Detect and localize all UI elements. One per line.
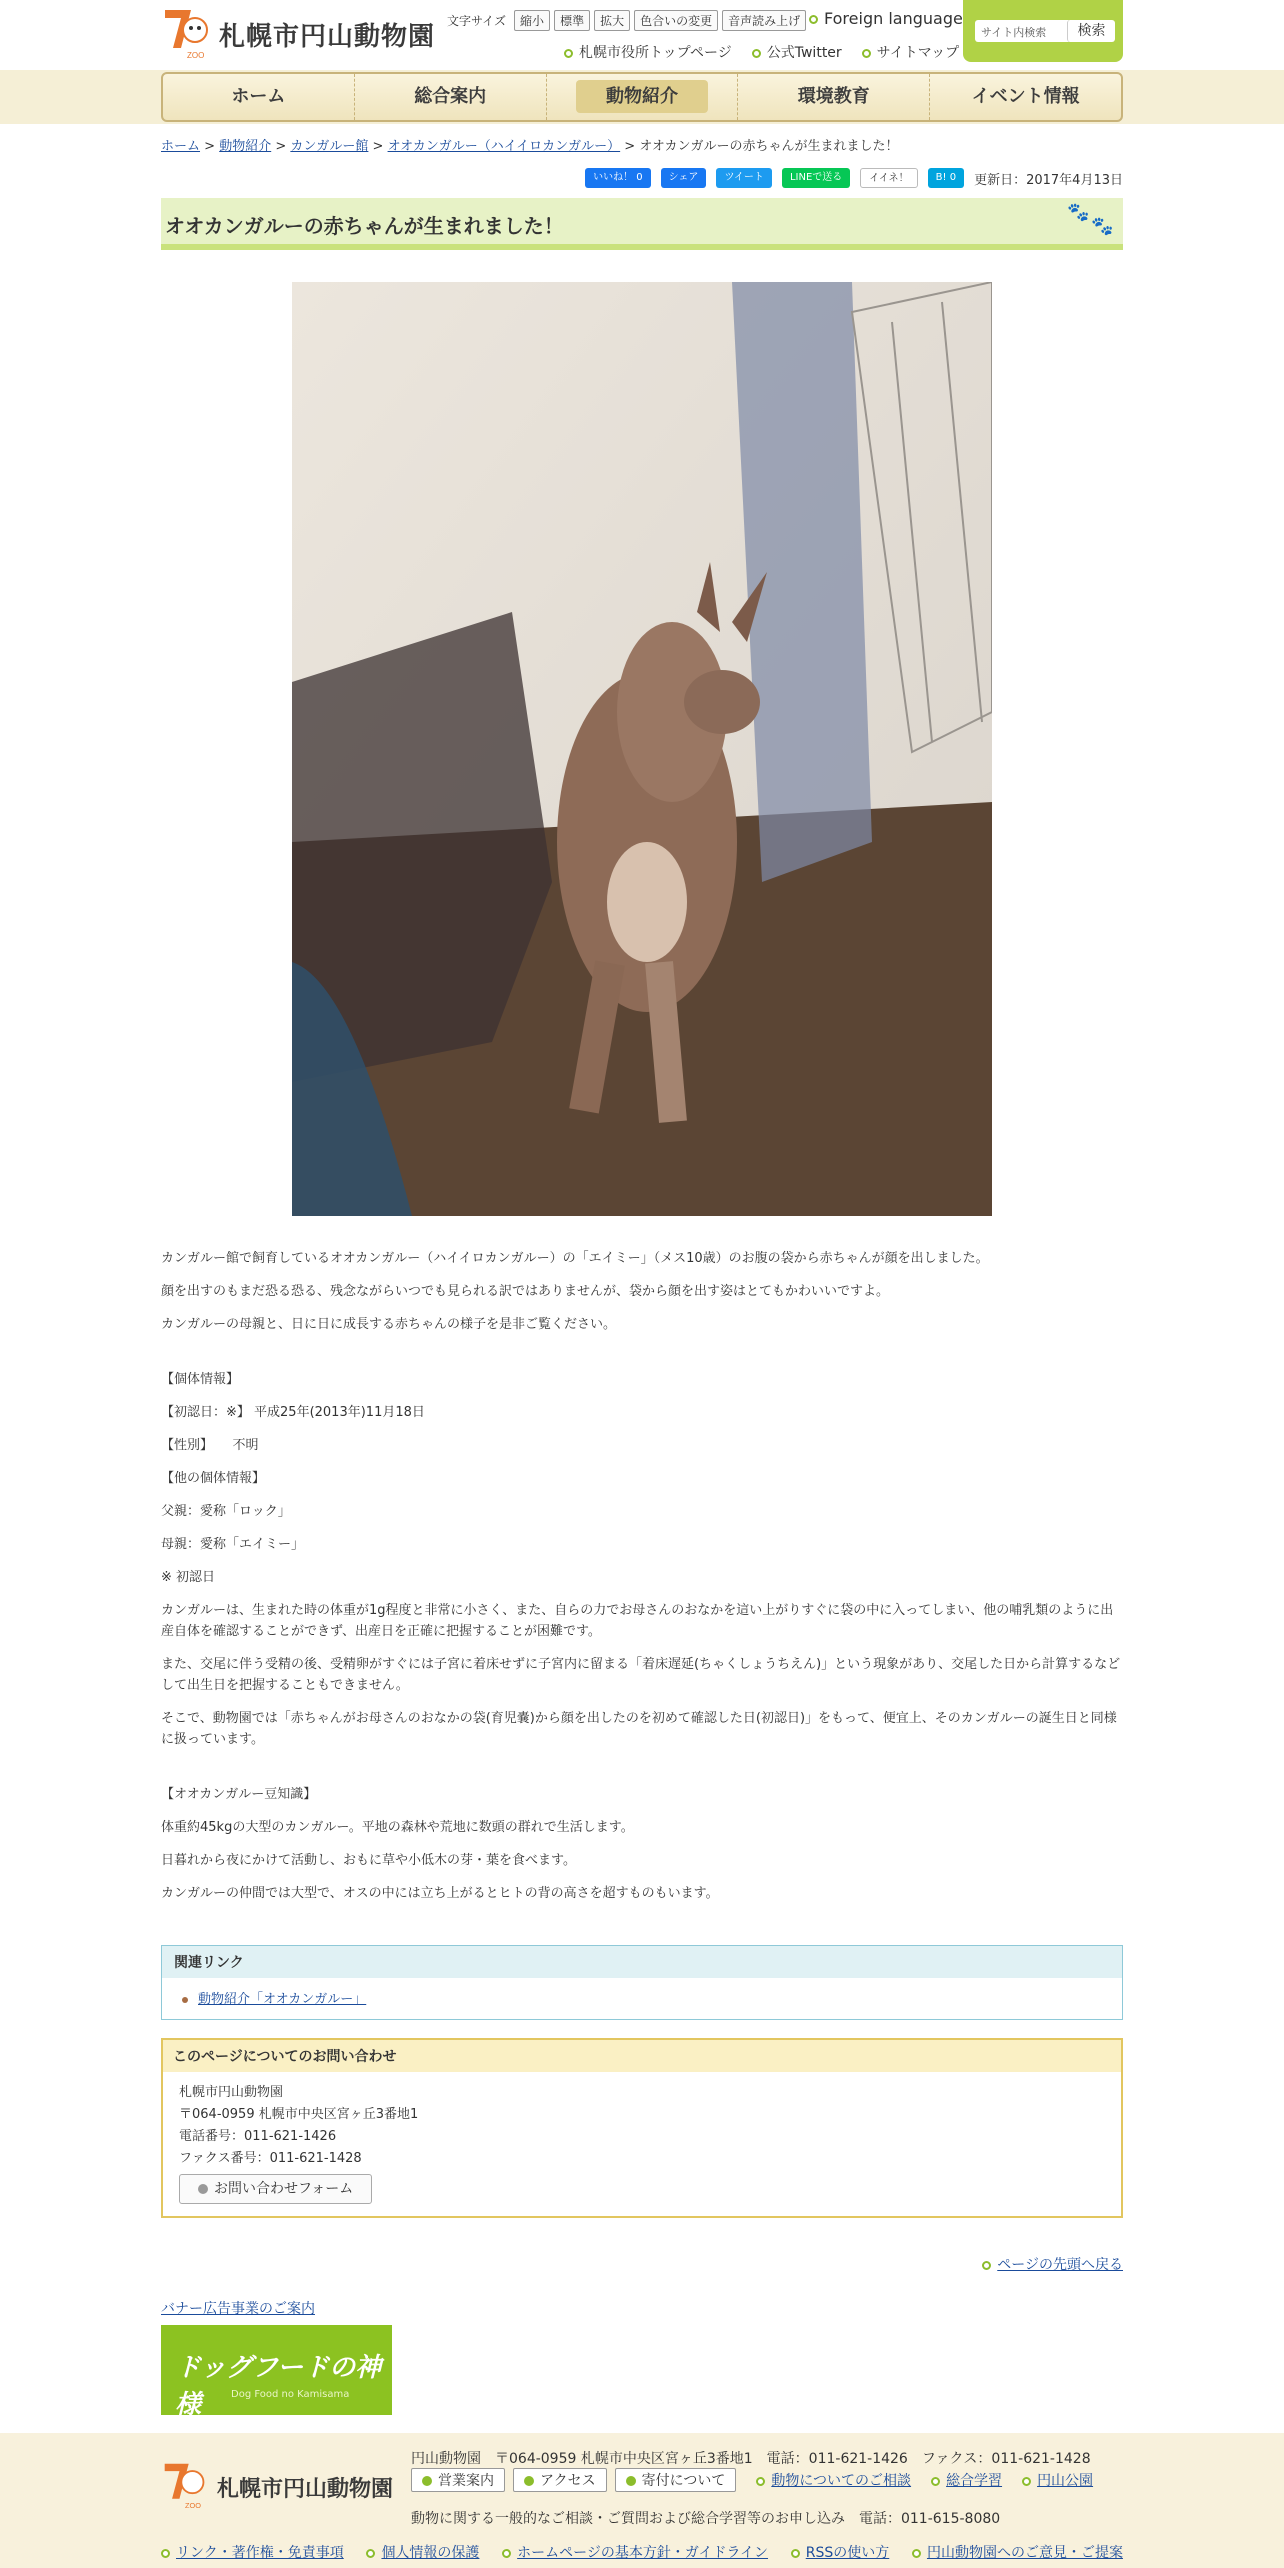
hatena-bookmark-button[interactable]: B! 0 — [928, 168, 964, 188]
breadcrumb: ホーム > 動物紹介 > カンガルー館 > オオカンガルー（ハイイロカンガルー） > オオカンガルーの赤ちゃんが生まれました！ — [161, 139, 899, 154]
footer-link-policy[interactable]: ホームページの基本方針・ガイドライン — [502, 2542, 768, 2562]
bullet-icon — [752, 49, 761, 58]
svg-text:ZOO: ZOO — [187, 51, 205, 60]
footer-site-name[interactable]: 札幌市円山動物園 — [217, 2477, 394, 2502]
arrow-circle-icon — [422, 2476, 432, 2486]
site-footer — [161, 2440, 1123, 2560]
footer-buttons — [411, 2468, 1093, 2492]
info-heading: 【個体情報】 — [161, 1372, 240, 1387]
footer-link-consult[interactable]: 動物についてのご相談 — [756, 2470, 911, 2490]
paw-icon: 🐾 — [1091, 216, 1114, 237]
bullet-icon — [366, 2549, 375, 2558]
banner-ad-info — [161, 2298, 1123, 2318]
font-larger-button[interactable]: 拡大 — [594, 10, 630, 31]
voice-read-button[interactable]: 音声読み上げ — [722, 10, 806, 31]
breadcrumb-kangaroo-house[interactable]: カンガルー館 — [290, 139, 369, 154]
twitter-link[interactable]: 公式Twitter — [752, 42, 842, 62]
trivia-paragraph: 日暮れから夜にかけて活動し、おもに草や小低木の芽・葉を食べます。 — [161, 1853, 576, 1868]
iine-button[interactable]: イイネ！ — [860, 168, 917, 188]
sex-info: 【性別】 不明 — [161, 1438, 259, 1453]
font-size-controls — [447, 10, 806, 31]
donation-button[interactable]: 寄付について — [615, 2468, 737, 2492]
nav-home[interactable]: ホーム — [163, 74, 355, 120]
bullet-icon — [982, 2261, 991, 2270]
global-nav — [161, 72, 1123, 122]
nav-events[interactable]: イベント情報 — [971, 86, 1080, 107]
banner-sub: Dog Food no Kamisama — [231, 2389, 350, 2400]
bullet-icon — [502, 2549, 511, 2558]
father-info: 父親：愛称「ロック」 — [161, 1504, 291, 1519]
color-change-button[interactable]: 色合いの変更 — [634, 10, 718, 31]
other-info-heading: 【他の個体情報】 — [161, 1471, 266, 1486]
footer-link-privacy[interactable]: 個人情報の保護 — [366, 2542, 479, 2562]
search-input[interactable]: サイト内検索 — [975, 20, 1071, 42]
note-paragraph: カンガルーは、生まれた時の体重が1g程度と非常に小さく、また、自らの力でお母さんのおなかを這い上がりすぐに袋の中に入ってしまい、他の哺乳類のように出産自体を確認することができず、出産日を正確に把握することが困難です。 — [161, 1603, 1114, 1639]
site-header — [161, 0, 1123, 66]
related-link[interactable]: 動物紹介「オオカンガルー」 — [198, 1992, 367, 2007]
sitemap-link[interactable]: サイトマップ — [862, 42, 959, 62]
footer-link-copyright[interactable]: リンク・著作権・免責事項 — [161, 2542, 344, 2562]
contact-tel: 電話番号：011-621-1426 — [179, 2129, 337, 2144]
footer-link-feedback[interactable]: 円山動物園へのご意見・ご提案 — [912, 2542, 1123, 2562]
trivia-paragraph: 体重約45kgの大型のカンガルー。平地の森林や荒地に数頭の群れで生活します。 — [161, 1820, 634, 1835]
related-links-box — [161, 1945, 1123, 2020]
bullet-icon — [912, 2549, 921, 2558]
breadcrumb-home[interactable]: ホーム — [161, 139, 201, 154]
contact-address: 〒064-0959 札幌市中央区宮ヶ丘3番地1 — [179, 2107, 419, 2122]
site-name[interactable]: 札幌市円山動物園 — [219, 22, 436, 52]
kangaroo-photo — [292, 282, 992, 1216]
page-top-link[interactable]: ページの先頭へ戻る — [997, 2257, 1123, 2273]
zoo-logo-icon[interactable] — [161, 2458, 209, 2510]
banner-title: ドッグフードの神様 — [175, 2353, 382, 2420]
mother-info: 母親：愛称「エイミー」 — [161, 1537, 305, 1552]
svg-text:ZOO: ZOO — [185, 2501, 201, 2510]
zoo-logo-icon[interactable] — [161, 4, 213, 60]
bullet-icon — [931, 2477, 940, 2486]
bullet-icon — [862, 49, 871, 58]
contact-fax: ファクス番号：011-621-1428 — [179, 2151, 362, 2166]
bullet-icon — [809, 15, 818, 24]
header-links — [564, 42, 959, 62]
body-paragraph: カンガルーの母親と、日に日に成長する赤ちゃんの様子を是非ご覧ください。 — [161, 1317, 617, 1332]
bullet-icon — [564, 49, 573, 58]
related-links-heading: 関連リンク — [162, 1946, 1122, 1978]
footer-link-rss[interactable]: RSSの使い方 — [791, 2542, 890, 2562]
banner-ad-info-link[interactable]: バナー広告事業のご案内 — [161, 2301, 315, 2317]
nav-education[interactable]: 環境教育 — [738, 74, 930, 120]
bullet-icon — [182, 1997, 188, 2003]
font-normal-button[interactable]: 標準 — [554, 10, 590, 31]
note-paragraph: そこで、動物園では「赤ちゃんがお母さんのおなかの袋(育児嚢)から顔を出したのを初めて確認した日(初認日)」をもって、便宜上、そのカンガルーの誕生日と同様に扱っています。 — [161, 1711, 1117, 1747]
page-title-bar — [161, 198, 1123, 250]
foreign-language-link[interactable]: Foreign language — [809, 9, 963, 28]
page-top — [161, 2254, 1123, 2274]
footer-link-park[interactable]: 円山公園 — [1022, 2470, 1093, 2490]
city-top-link[interactable]: 札幌市役所トップページ — [564, 42, 732, 62]
breadcrumb-grey-kangaroo[interactable]: オオカンガルー（ハイイロカンガルー） — [387, 139, 621, 154]
bullet-icon — [161, 2549, 170, 2558]
footer-link-study[interactable]: 総合学習 — [931, 2470, 1002, 2490]
note-heading: ※ 初認日 — [161, 1570, 216, 1585]
access-button[interactable]: アクセス — [513, 2468, 607, 2492]
page-title: オオカンガルーの赤ちゃんが生まれました！ — [165, 214, 564, 238]
paw-icon: 🐾 — [1067, 202, 1090, 223]
contact-heading: このページについてのお問い合わせ — [163, 2040, 1121, 2072]
bullet-icon — [1022, 2477, 1031, 2486]
facebook-like-button[interactable]: いいね！ 0 — [585, 168, 651, 188]
body-paragraph: カンガルー館で飼育しているオオカンガルー（ハイイロカンガルー）の「エイミー」（メス10歳）のお腹の袋から赤ちゃんが顔を出しました。 — [161, 1251, 989, 1266]
arrow-circle-icon — [198, 2184, 208, 2194]
nav-guide[interactable]: 総合案内 — [355, 74, 547, 120]
birth-info: 【初認日：※】 平成25年(2013年)11月18日 — [161, 1405, 425, 1420]
line-share-button[interactable]: LINEで送る — [782, 168, 850, 188]
arrow-circle-icon — [626, 2476, 636, 2486]
nav-animals[interactable]: 動物紹介 — [547, 74, 739, 120]
body-paragraph: 顔を出すのもまだ恐る恐る、残念ながらいつでも見られる訳ではありませんが、袋から顔を出す姿はとてもかわいいですよ。 — [161, 1284, 890, 1299]
dogfood-banner[interactable] — [161, 2325, 392, 2420]
search-box — [963, 0, 1123, 62]
article-body — [161, 1248, 1123, 1916]
share-bar — [161, 168, 1123, 188]
breadcrumb-current: オオカンガルーの赤ちゃんが生まれました！ — [639, 139, 899, 154]
arrow-circle-icon — [524, 2476, 534, 2486]
footer-consult-info: 動物に関する一般的なご相談・ご質問および総合学習等のお申し込み 電話：011-615-8080 — [411, 2511, 1001, 2527]
facebook-share-button[interactable]: シェア — [661, 168, 707, 188]
footer-address: 円山動物園 〒064-0959 札幌市中央区宮ヶ丘3番地1 電話：011-621-1426 ファクス：011-621-1428 — [411, 2451, 1091, 2467]
footer-bottom-links — [161, 2542, 1123, 2562]
font-smaller-button[interactable]: 縮小 — [514, 10, 550, 31]
note-paragraph: また、交尾に伴う受精の後、受精卵がすぐには子宮に着床せずに子宮内に留まる「着床遅延(ちゃくしょうちえん)」という現象があり、交尾した日から計算するなどして出生日を把握することもできません。 — [161, 1657, 1121, 1693]
updated-date: 更新日：2017年4月13日 — [974, 172, 1123, 188]
contact-form-button[interactable]: お問い合わせフォーム — [179, 2174, 372, 2204]
bullet-icon — [791, 2549, 800, 2558]
bullet-icon — [756, 2477, 765, 2486]
business-info-button[interactable]: 営業案内 — [411, 2468, 505, 2492]
font-size-label: 文字サイズ — [447, 14, 507, 28]
trivia-heading: 【オオカンガルー豆知識】 — [161, 1787, 317, 1802]
breadcrumb-animals[interactable]: 動物紹介 — [219, 139, 272, 154]
trivia-paragraph: カンガルーの仲間では大型で、オスの中には立ち上がるとヒトの背の高さを超すものもいます。 — [161, 1886, 719, 1901]
contact-org: 札幌市円山動物園 — [179, 2085, 284, 2100]
tweet-button[interactable]: ツイート — [716, 168, 772, 188]
contact-box — [161, 2038, 1123, 2218]
search-button[interactable]: 検索 — [1067, 20, 1115, 42]
